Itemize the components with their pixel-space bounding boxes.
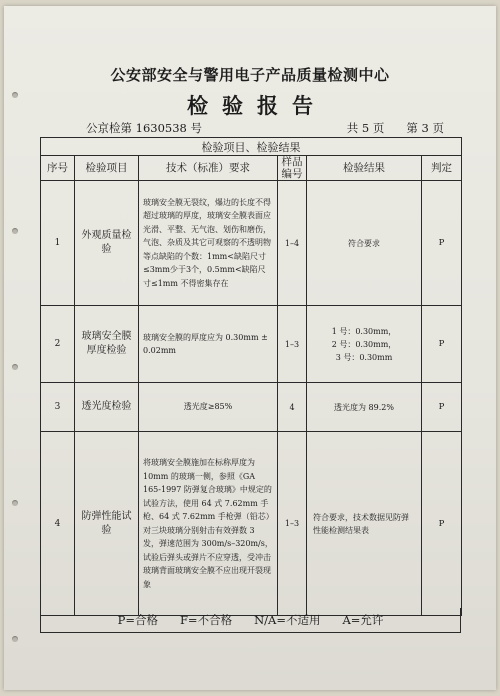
inspection-table (40, 137, 462, 616)
result-line: 1 号：0.30mm， (331, 326, 397, 336)
sample-number: 1–3 (278, 306, 307, 383)
technical-requirement: 透光度≥85% (139, 383, 278, 432)
legend-allowed: A=允许 (342, 613, 384, 627)
row-number: 2 (41, 306, 75, 383)
row-number: 1 (41, 181, 75, 306)
inspection-item: 防弹性能试验 (75, 432, 139, 616)
report-title: 检验报告 (187, 93, 327, 118)
total-pages: 共 5 页 (346, 121, 385, 135)
judgement-legend (40, 608, 461, 633)
binding-hole (12, 364, 18, 370)
current-page: 第 3 页 (406, 121, 444, 135)
sample-number: 4 (278, 383, 307, 432)
judgement: P (422, 181, 462, 306)
table-header-row (41, 156, 462, 181)
column-header-result: 检验结果 (307, 156, 422, 181)
judgement: P (422, 383, 462, 432)
legend-not-applicable: N/A=不适用 (254, 613, 321, 627)
sample-number: 1–4 (278, 181, 307, 306)
technical-requirement: 将玻璃安全膜施加在标称厚度为 10mm 的玻璃一侧，参照《GA 165-1997 防弹复合玻璃》中规定的试验方法，使用 64 式 7.62mm 手枪、64 式 7.62mm 手枪弹（铅芯）对三块玻璃分别射击有效弹数 3 发，弹速范围为 300m/s–320m/s，试验后弹头或弹片不应穿透，受冲击玻璃背面玻璃安全膜不应出现开裂现象 (139, 432, 278, 616)
sample-number: 1–3 (278, 432, 307, 616)
result-line: 2 号：0.30mm， (331, 339, 397, 349)
technical-requirement: 玻璃安全膜无裂纹，爆边的长度不得超过玻璃的厚度，玻璃安全膜表面应光滑、平整、无气泡、划伤和磨伤，气泡、杂质及其它可观察的不透明物等点缺陷的个数：1mm<缺陷尺寸≤3mm少于3个，0.5mm<缺陷尺寸≤1mm 不得密集存在 (139, 181, 278, 306)
column-header-item: 检验项目 (75, 156, 139, 181)
table-row (41, 383, 462, 432)
legend-pass: P=合格 (117, 613, 158, 627)
inspection-item: 外观质量检验 (75, 181, 139, 306)
table-row (41, 181, 462, 306)
row-number: 3 (41, 383, 75, 432)
column-header-sample: 样品编号 (278, 156, 307, 181)
column-header-judgement: 判定 (422, 156, 462, 181)
judgement: P (422, 432, 462, 616)
binding-hole (12, 636, 18, 642)
result-line: 3 号：0.30mm (335, 352, 393, 362)
page-info (347, 120, 444, 136)
table-title: 检验项目、检验结果 (41, 138, 462, 156)
organization-name: 公安部安全与警用电子产品质量检测中心 (110, 66, 390, 84)
row-number: 4 (41, 432, 75, 616)
report-number: 公京检第 1630538 号 (86, 121, 203, 135)
inspection-result: 符合要求 (307, 181, 422, 306)
legend-fail: F=不合格 (179, 613, 233, 627)
inspection-item: 透光度检验 (75, 383, 139, 432)
judgement: P (422, 306, 462, 383)
column-header-no: 序号 (41, 156, 75, 181)
inspection-result: 符合要求，技术数据见防弹性能检测结果表 (307, 432, 422, 616)
inspection-item: 玻璃安全膜厚度检验 (75, 306, 139, 383)
inspection-result (307, 306, 422, 383)
inspection-result: 透光度为 89.2% (307, 383, 422, 432)
column-header-requirement: 技术（标准）要求 (139, 156, 278, 181)
technical-requirement: 玻璃安全膜的厚度应为 0.30mm ± 0.02mm (139, 306, 278, 383)
table-row (41, 306, 462, 383)
binding-hole (12, 500, 18, 506)
table-row (41, 432, 462, 616)
binding-hole (12, 228, 18, 234)
